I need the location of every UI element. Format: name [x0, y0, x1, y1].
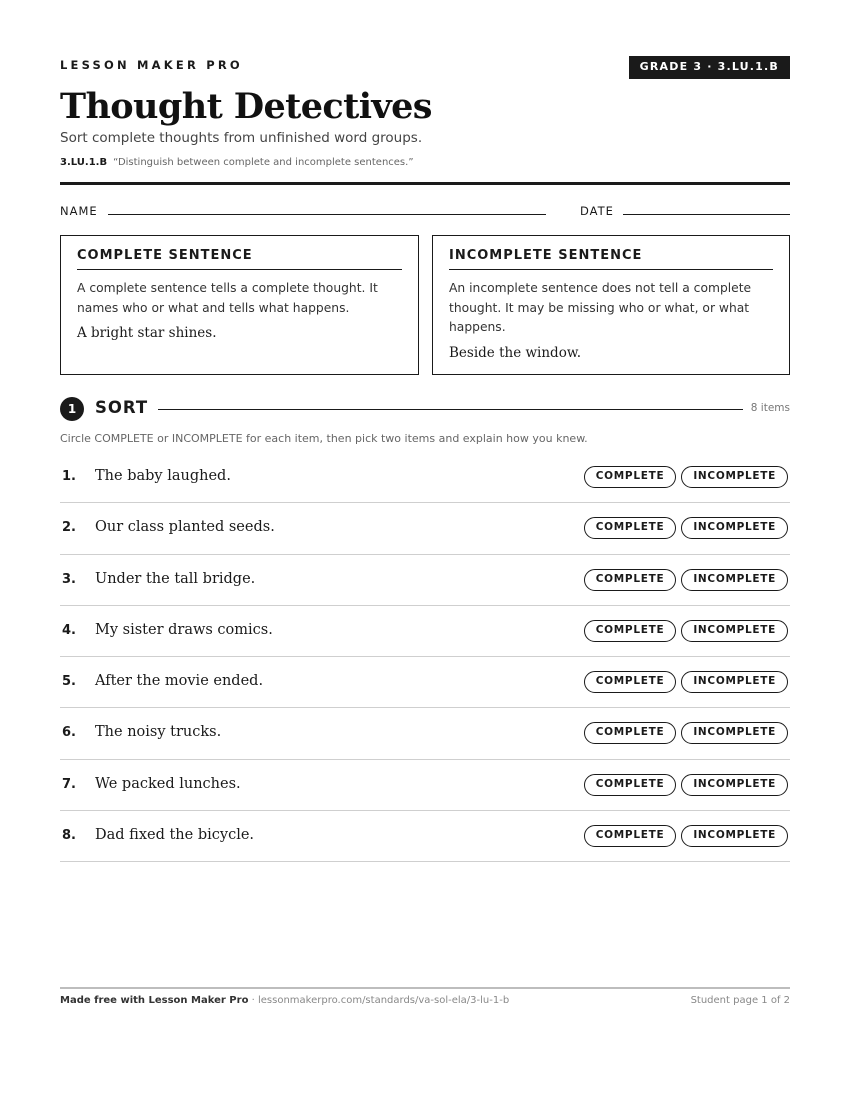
list-item [60, 606, 790, 657]
incomplete-option[interactable]: INCOMPLETE [681, 722, 788, 744]
section-divider [158, 409, 743, 410]
item-number: 1. [62, 469, 76, 484]
complete-option[interactable]: COMPLETE [584, 569, 677, 591]
section-item-count: 8 items [750, 402, 790, 414]
item-text: After the movie ended. [95, 673, 264, 690]
incomplete-option[interactable]: INCOMPLETE [681, 569, 788, 591]
answer-options [584, 466, 788, 488]
list-item [60, 657, 790, 708]
list-item [60, 452, 790, 503]
name-label: NAME [60, 204, 98, 218]
item-number: 5. [62, 674, 76, 690]
item-text: We packed lunches. [95, 775, 241, 792]
footer-url: · lessonmakerpro.com/standards/va-sol-ela/3-lu-1-b [248, 995, 510, 1006]
item-text: Our class planted seeds. [95, 519, 275, 536]
footer-made-with: Made free with Lesson Maker Pro [60, 995, 249, 1006]
standard-line [60, 157, 414, 168]
incomplete-definition-text: An incomplete sentence does not tell a complete thought. It may be missing who or what, or what happens. [449, 281, 752, 334]
item-number: 4. [62, 622, 76, 638]
footer-credit [60, 995, 509, 1006]
item-number: 7. [62, 776, 76, 792]
section-instructions: Circle COMPLETE or INCOMPLETE for each item, then pick two items and explain how you knew. [60, 432, 588, 445]
section-number-badge: 1 [60, 397, 84, 421]
brand-name: LESSON MAKER PRO [60, 58, 243, 72]
incomplete-option[interactable]: INCOMPLETE [681, 620, 788, 642]
answer-options [584, 774, 788, 796]
complete-option[interactable]: COMPLETE [584, 466, 677, 488]
list-item [60, 555, 790, 606]
complete-option[interactable]: COMPLETE [584, 517, 677, 539]
footer-page-number: Student page 1 of 2 [690, 995, 790, 1006]
complete-definition-heading: COMPLETE SENTENCE [77, 248, 402, 270]
item-text: Dad fixed the bicycle. [95, 827, 255, 844]
incomplete-option[interactable]: INCOMPLETE [681, 825, 788, 847]
item-number: 8. [62, 828, 76, 844]
complete-option[interactable]: COMPLETE [584, 620, 677, 642]
item-text: The baby laughed. [95, 468, 231, 484]
answer-options [584, 569, 788, 591]
incomplete-definition-card [432, 235, 790, 375]
incomplete-option[interactable]: INCOMPLETE [681, 466, 788, 488]
incomplete-option[interactable]: INCOMPLETE [681, 774, 788, 796]
answer-options [584, 825, 788, 847]
answer-options [584, 517, 788, 539]
header-divider [60, 182, 790, 185]
item-text: The noisy trucks. [95, 724, 222, 741]
footer-divider [60, 987, 790, 989]
grade-badge: GRADE 3 · 3.LU.1.B [629, 56, 790, 79]
complete-option[interactable]: COMPLETE [584, 671, 677, 693]
date-field[interactable] [623, 214, 790, 215]
list-item [60, 811, 790, 862]
item-text: Under the tall bridge. [95, 570, 256, 587]
standard-code: 3.LU.1.B [60, 157, 108, 168]
complete-definition-example: A bright star shines. [77, 325, 217, 341]
item-list [60, 452, 790, 862]
complete-definition-card [60, 235, 419, 375]
standard-description: “Distinguish between complete and incomplete sentences.” [113, 157, 414, 168]
complete-option[interactable]: COMPLETE [584, 722, 677, 744]
list-item [60, 708, 790, 759]
complete-option[interactable]: COMPLETE [584, 774, 677, 796]
list-item [60, 503, 790, 554]
complete-option[interactable]: COMPLETE [584, 825, 677, 847]
answer-options [584, 620, 788, 642]
complete-definition-text: A complete sentence tells a complete thought. It names who or what and tells what happens. [77, 281, 378, 315]
item-text: My sister draws comics. [95, 621, 273, 638]
incomplete-definition-heading: INCOMPLETE SENTENCE [449, 248, 773, 270]
page-title: Thought Detectives [60, 86, 432, 127]
incomplete-definition-example: Beside the window. [449, 344, 582, 361]
page-subtitle: Sort complete thoughts from unfinished word groups. [60, 130, 423, 146]
list-item [60, 760, 790, 811]
item-number: 6. [62, 725, 76, 741]
name-field[interactable] [108, 214, 546, 215]
answer-options [584, 722, 788, 744]
incomplete-option[interactable]: INCOMPLETE [681, 517, 788, 539]
item-number: 3. [62, 571, 76, 587]
date-label: DATE [580, 204, 614, 218]
item-number: 2. [62, 520, 76, 536]
section-title: SORT [95, 398, 149, 417]
worksheet-page [60, 0, 790, 1100]
answer-options [584, 671, 788, 693]
incomplete-option[interactable]: INCOMPLETE [681, 671, 788, 693]
